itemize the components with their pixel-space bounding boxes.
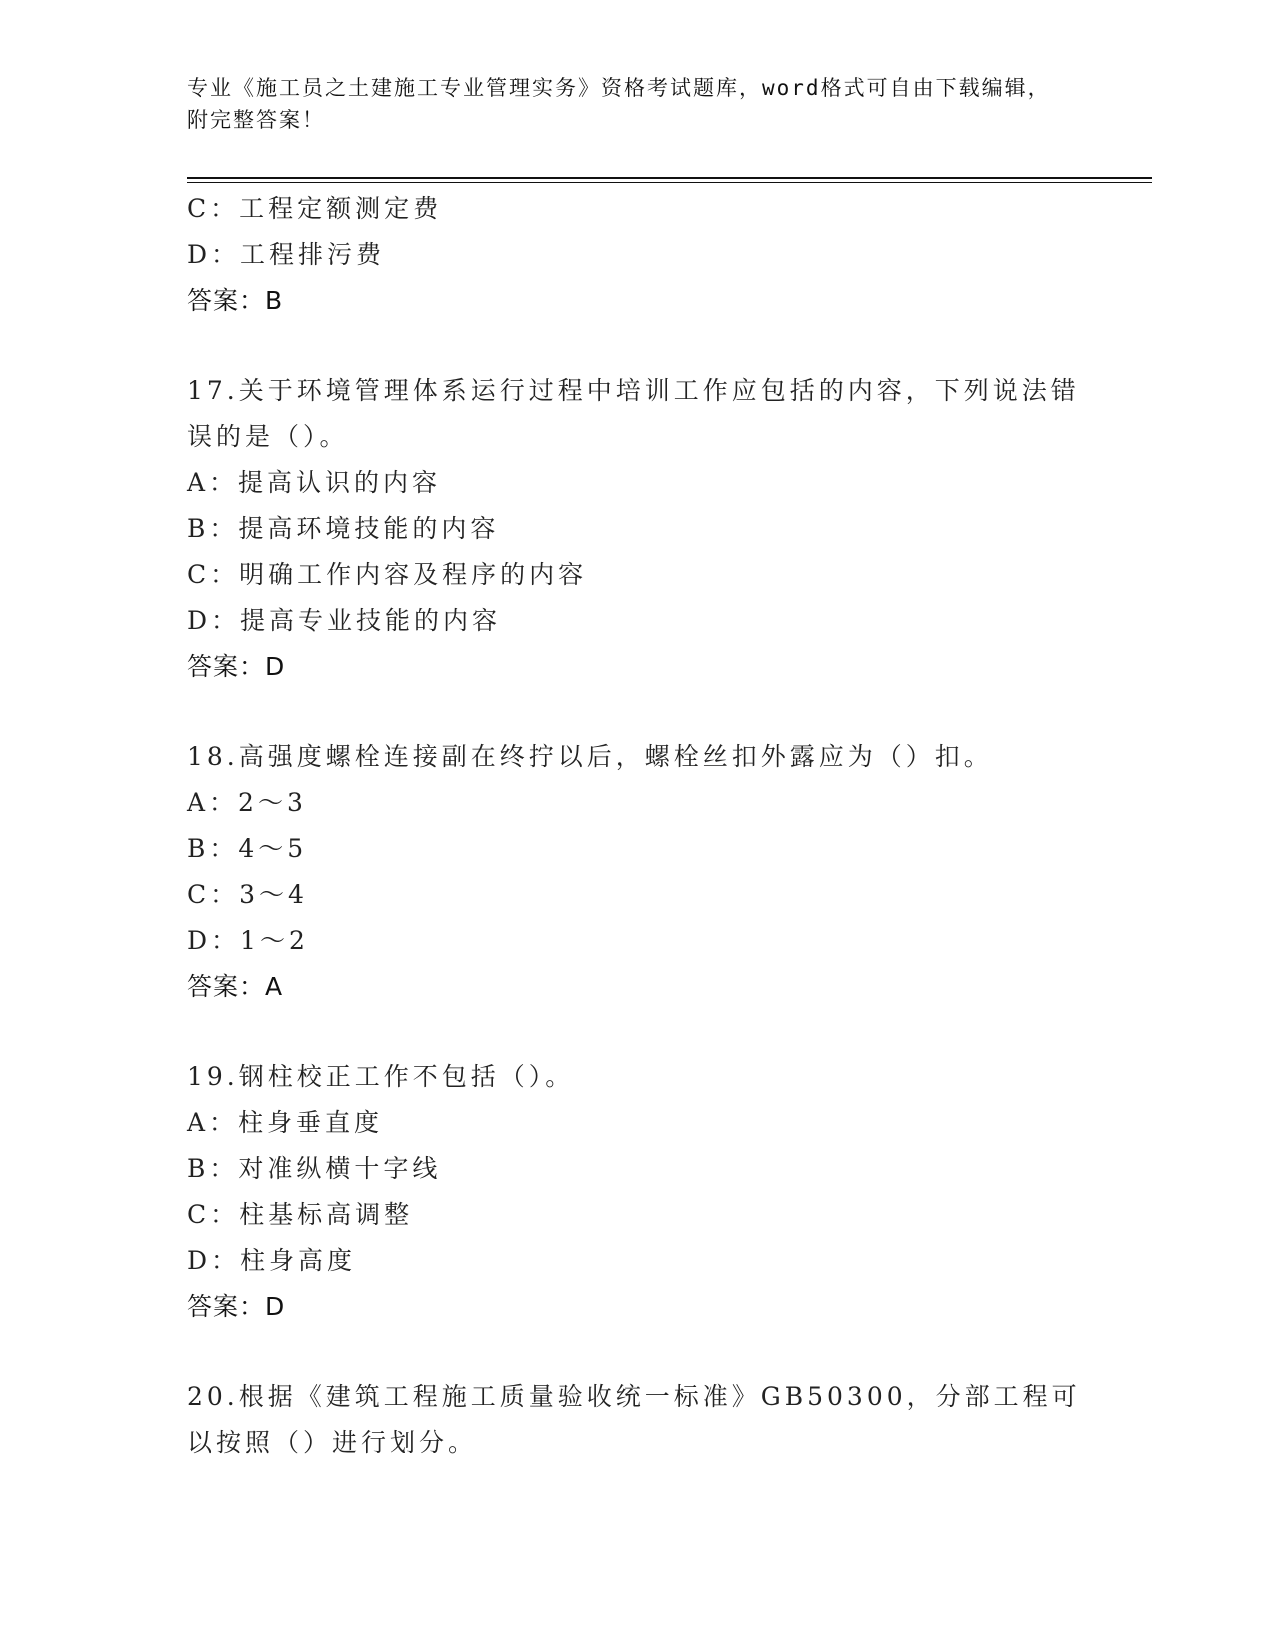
option-a: A：提高认识的内容 [187, 468, 442, 497]
option-d: D：柱身高度 [187, 1246, 357, 1275]
option-d: D：1～2 [187, 926, 309, 955]
question-18 [187, 734, 1087, 1010]
answer: 答案：D [187, 1292, 286, 1321]
option-b: B：对准纵横十字线 [187, 1154, 442, 1183]
question-17 [187, 368, 1087, 690]
option-c: C：明确工作内容及程序的内容 [187, 560, 588, 589]
question-stem: 20.根据《建筑工程施工质量验收统一标准》GB50300，分部工程可以按照（）进行划分。 [187, 1382, 1081, 1457]
question-19 [187, 1054, 1087, 1330]
option-c: C：柱基标高调整 [187, 1200, 414, 1229]
option-b: B：提高环境技能的内容 [187, 514, 500, 543]
document-body [187, 186, 1087, 1466]
header-divider-thick [187, 177, 1152, 179]
option-d: D：提高专业技能的内容 [187, 606, 502, 635]
question-stem: 19.钢柱校正工作不包括（）。 [187, 1062, 575, 1091]
option-d: D：工程排污费 [187, 240, 386, 269]
answer: 答案：D [187, 652, 286, 681]
question-stem: 17.关于环境管理体系运行过程中培训工作应包括的内容，下列说法错误的是（）。 [187, 376, 1080, 451]
document-header: 专业《施工员之土建施工专业管理实务》资格考试题库，word格式可自由下载编辑，附完整答案！ [187, 76, 1051, 132]
option-a: A：柱身垂直度 [187, 1108, 384, 1137]
option-b: B：4～5 [187, 834, 308, 863]
option-c: C：3～4 [187, 880, 308, 909]
question-stem: 18.高强度螺栓连接副在终拧以后，螺栓丝扣外露应为（）扣。 [187, 742, 993, 771]
question-20 [187, 1374, 1087, 1466]
option-a: A：2～3 [187, 788, 307, 817]
answer: 答案：B [187, 286, 284, 315]
answer: 答案：A [187, 972, 284, 1001]
header-divider-thin [187, 182, 1152, 183]
option-c: C：工程定额测定费 [187, 194, 443, 223]
